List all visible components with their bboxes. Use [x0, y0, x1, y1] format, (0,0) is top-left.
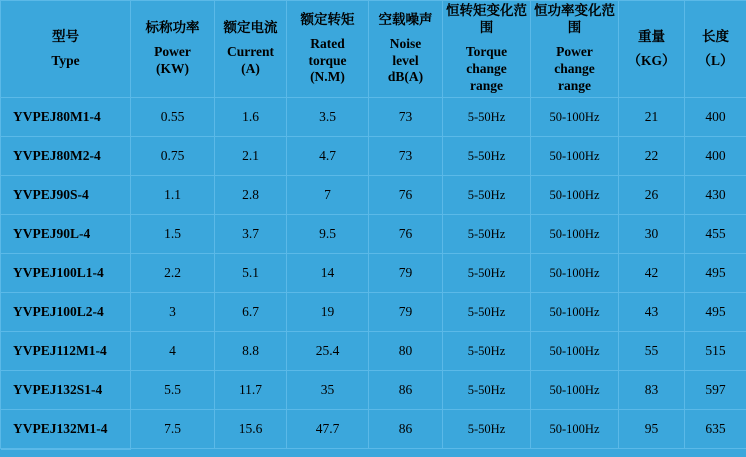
cell-weight: 95 — [619, 410, 685, 449]
column-header-rated-torque-en: Rated torque (N.M) — [288, 36, 367, 87]
cell-noise-level: 80 — [369, 332, 443, 371]
cell-current: 1.6 — [215, 98, 287, 137]
cell-torque-change-range: 5-50Hz — [443, 215, 531, 254]
cell-weight: 21 — [619, 98, 685, 137]
cell-power-change-range: 50-100Hz — [531, 410, 619, 449]
table-bottom-seam — [1, 449, 131, 450]
table-row — [1, 254, 746, 293]
cell-noise-level: 79 — [369, 293, 443, 332]
cell-noise-level: 86 — [369, 410, 443, 449]
column-header-weight — [619, 1, 685, 98]
cell-power-change-range: 50-100Hz — [531, 371, 619, 410]
cell-rated-torque: 7 — [287, 176, 369, 215]
cell-current: 3.7 — [215, 215, 287, 254]
cell-current: 6.7 — [215, 293, 287, 332]
cell-weight: 26 — [619, 176, 685, 215]
cell-rated-torque: 35 — [287, 371, 369, 410]
column-header-rated-torque — [287, 1, 369, 98]
column-header-type — [1, 1, 131, 98]
cell-noise-level: 76 — [369, 176, 443, 215]
cell-power: 1.1 — [131, 176, 215, 215]
cell-power: 0.55 — [131, 98, 215, 137]
cell-power: 7.5 — [131, 410, 215, 449]
column-header-length-en: （L） — [686, 53, 745, 70]
cell-current: 2.8 — [215, 176, 287, 215]
cell-current: 11.7 — [215, 371, 287, 410]
cell-weight: 43 — [619, 293, 685, 332]
cell-rated-torque: 47.7 — [287, 410, 369, 449]
table-row — [1, 332, 746, 371]
cell-length: 635 — [685, 410, 746, 449]
cell-type: YVPEJ132M1-4 — [1, 410, 131, 449]
cell-length: 400 — [685, 137, 746, 176]
cell-torque-change-range: 5-50Hz — [443, 410, 531, 449]
cell-power: 0.75 — [131, 137, 215, 176]
cell-rated-torque: 3.5 — [287, 98, 369, 137]
table-row — [1, 215, 746, 254]
cell-power-change-range: 50-100Hz — [531, 98, 619, 137]
table-bottom-edge — [0, 449, 746, 457]
cell-power-change-range: 50-100Hz — [531, 332, 619, 371]
table-header — [1, 1, 746, 98]
cell-power-change-range: 50-100Hz — [531, 293, 619, 332]
cell-power: 5.5 — [131, 371, 215, 410]
cell-type: YVPEJ112M1-4 — [1, 332, 131, 371]
cell-power: 2.2 — [131, 254, 215, 293]
cell-current: 8.8 — [215, 332, 287, 371]
cell-power-change-range: 50-100Hz — [531, 137, 619, 176]
column-header-power-change-range-cn: 恒功率变化范围 — [532, 3, 617, 37]
cell-length: 597 — [685, 371, 746, 410]
column-header-rated-torque-cn: 额定转矩 — [288, 12, 367, 29]
cell-length: 515 — [685, 332, 746, 371]
table-row — [1, 371, 746, 410]
cell-torque-change-range: 5-50Hz — [443, 98, 531, 137]
cell-length: 455 — [685, 215, 746, 254]
cell-weight: 22 — [619, 137, 685, 176]
cell-length: 400 — [685, 98, 746, 137]
cell-power: 1.5 — [131, 215, 215, 254]
column-header-power-cn: 标称功率 — [132, 20, 213, 37]
cell-torque-change-range: 5-50Hz — [443, 137, 531, 176]
column-header-type-cn: 型号 — [2, 29, 129, 46]
cell-torque-change-range: 5-50Hz — [443, 332, 531, 371]
column-header-length — [685, 1, 746, 98]
cell-rated-torque: 14 — [287, 254, 369, 293]
column-header-type-en: Type — [2, 53, 129, 70]
cell-type: YVPEJ100L2-4 — [1, 293, 131, 332]
table-row — [1, 293, 746, 332]
cell-length: 495 — [685, 254, 746, 293]
table-body — [1, 98, 746, 449]
cell-type: YVPEJ132S1-4 — [1, 371, 131, 410]
cell-torque-change-range: 5-50Hz — [443, 176, 531, 215]
cell-type: YVPEJ80M2-4 — [1, 137, 131, 176]
cell-weight: 42 — [619, 254, 685, 293]
column-header-length-cn: 长度 — [686, 29, 745, 46]
table-row — [1, 137, 746, 176]
cell-noise-level: 73 — [369, 137, 443, 176]
cell-noise-level: 76 — [369, 215, 443, 254]
column-header-current-en: Current (A) — [216, 44, 285, 78]
cell-current: 5.1 — [215, 254, 287, 293]
table-row — [1, 176, 746, 215]
cell-power-change-range: 50-100Hz — [531, 176, 619, 215]
cell-rated-torque: 25.4 — [287, 332, 369, 371]
table-row — [1, 410, 746, 449]
column-header-weight-cn: 重量 — [620, 29, 683, 46]
cell-torque-change-range: 5-50Hz — [443, 254, 531, 293]
column-header-power-change-range — [531, 1, 619, 98]
column-header-current — [215, 1, 287, 98]
cell-weight: 30 — [619, 215, 685, 254]
cell-rated-torque: 9.5 — [287, 215, 369, 254]
column-header-torque-change-range-cn: 恒转矩变化范围 — [444, 3, 529, 37]
column-header-current-cn: 额定电流 — [216, 20, 285, 37]
cell-noise-level: 73 — [369, 98, 443, 137]
column-header-noise-level-cn: 空载噪声 — [370, 12, 441, 29]
cell-length: 430 — [685, 176, 746, 215]
cell-current: 15.6 — [215, 410, 287, 449]
cell-weight: 55 — [619, 332, 685, 371]
cell-torque-change-range: 5-50Hz — [443, 293, 531, 332]
cell-noise-level: 86 — [369, 371, 443, 410]
column-header-torque-change-range-en: Torque change range — [444, 44, 529, 95]
cell-type: YVPEJ80M1-4 — [1, 98, 131, 137]
cell-type: YVPEJ90S-4 — [1, 176, 131, 215]
table-row — [1, 98, 746, 137]
cell-power: 3 — [131, 293, 215, 332]
header-row — [1, 1, 746, 98]
column-header-power-en: Power (KW) — [132, 44, 213, 78]
cell-noise-level: 79 — [369, 254, 443, 293]
cell-type: YVPEJ100L1-4 — [1, 254, 131, 293]
column-header-noise-level — [369, 1, 443, 98]
cell-weight: 83 — [619, 371, 685, 410]
column-header-power — [131, 1, 215, 98]
cell-power-change-range: 50-100Hz — [531, 215, 619, 254]
column-header-torque-change-range — [443, 1, 531, 98]
cell-torque-change-range: 5-50Hz — [443, 371, 531, 410]
cell-power: 4 — [131, 332, 215, 371]
cell-type: YVPEJ90L-4 — [1, 215, 131, 254]
column-header-noise-level-en: Noise level dB(A) — [370, 36, 441, 87]
cell-power-change-range: 50-100Hz — [531, 254, 619, 293]
column-header-weight-en: （KG） — [620, 53, 683, 70]
cell-rated-torque: 4.7 — [287, 137, 369, 176]
column-header-power-change-range-en: Power change range — [532, 44, 617, 95]
cell-current: 2.1 — [215, 137, 287, 176]
cell-rated-torque: 19 — [287, 293, 369, 332]
cell-length: 495 — [685, 293, 746, 332]
